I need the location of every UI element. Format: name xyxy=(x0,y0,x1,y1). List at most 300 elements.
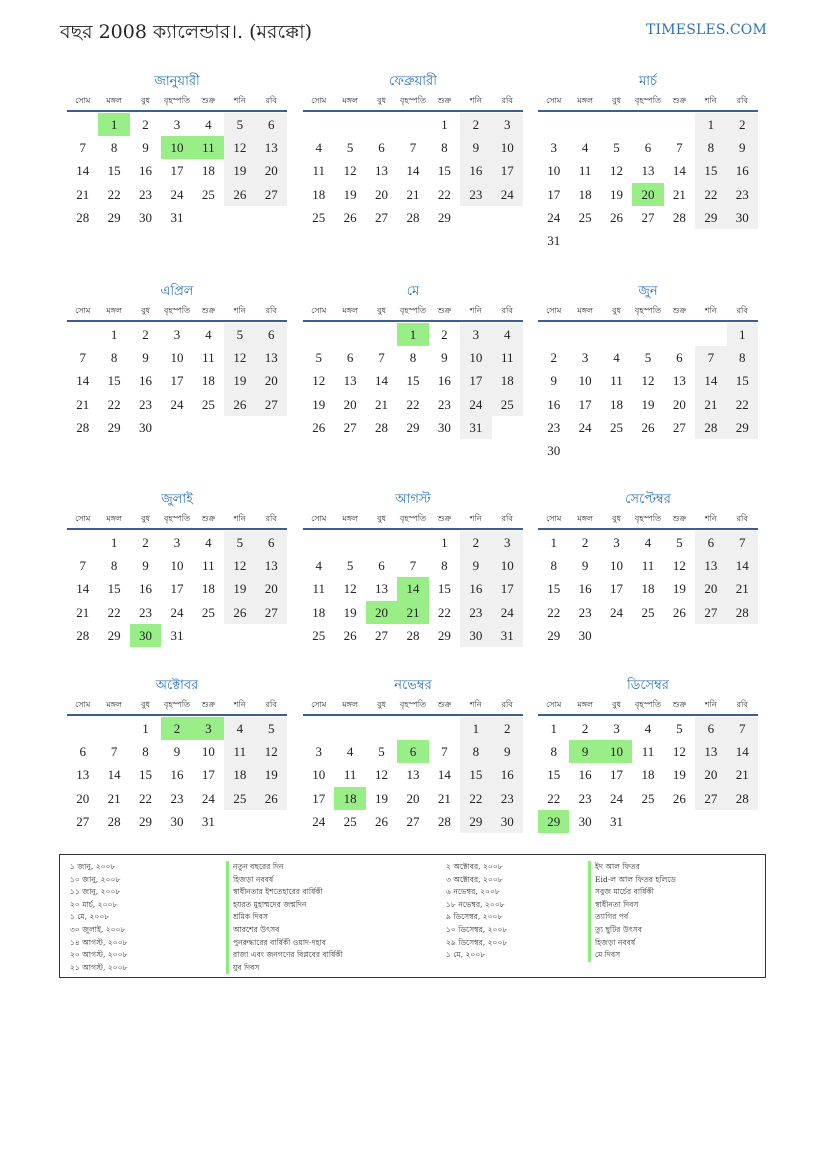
blank-cell xyxy=(664,624,695,647)
day-cell: 7 xyxy=(79,350,86,366)
day-cell: 19 xyxy=(224,369,255,392)
day-cell: 27 xyxy=(343,419,357,435)
holiday-cell: 14 xyxy=(397,577,428,600)
weekday-label: শুক্র xyxy=(201,514,216,523)
day-cell: 25 xyxy=(641,604,655,620)
day-cell: 3 xyxy=(173,535,181,550)
day-grid xyxy=(538,323,758,462)
weekday-label: মঙ্গল xyxy=(106,514,122,523)
blank-cell xyxy=(334,323,365,346)
day-cell: 27 xyxy=(695,601,726,624)
day-cell: 21 xyxy=(76,396,90,412)
day-cell: 29 xyxy=(437,627,451,643)
blank-cell xyxy=(569,439,600,462)
blank-cell xyxy=(695,810,726,833)
day-cell: 1 xyxy=(460,717,491,740)
day-cell: 28 xyxy=(727,787,758,810)
day-cell: 14 xyxy=(76,581,90,597)
day-cell: 14 xyxy=(727,554,758,577)
day-cell: 18 xyxy=(224,763,255,786)
month-name: আগস্ট xyxy=(395,492,431,507)
legend-names-left xyxy=(226,861,343,974)
day-cell: 24 xyxy=(201,790,215,806)
day-cell: 7 xyxy=(378,350,385,366)
day-cell: 4 xyxy=(346,744,354,760)
weekday-label: শুক্র xyxy=(672,96,687,105)
day-cell: 22 xyxy=(437,186,451,202)
day-grid xyxy=(538,531,758,647)
day-cell: 18 xyxy=(610,396,624,412)
day-cell: 21 xyxy=(437,790,451,806)
day-cell: 28 xyxy=(107,813,121,829)
day-cell: 9 xyxy=(550,373,557,389)
day-cell: 8 xyxy=(441,140,448,156)
day-cell: 11 xyxy=(343,767,357,783)
day-cell: 25 xyxy=(312,209,326,225)
legend-date: ২০ আগস্ট, ২০০৮ xyxy=(70,950,128,960)
day-cell: 15 xyxy=(107,373,121,389)
day-cell: 19 xyxy=(672,581,686,597)
day-cell: 14 xyxy=(727,740,758,763)
day-cell: 2 xyxy=(581,721,589,736)
holiday-cell: 10 xyxy=(601,740,632,763)
legend-dates-left xyxy=(70,861,128,974)
weekday-label: মঙ্গল xyxy=(577,700,593,709)
day-cell: 18 xyxy=(201,163,215,179)
blank-cell xyxy=(460,206,491,229)
month-name: ডিসেম্বর xyxy=(627,678,669,693)
day-cell: 22 xyxy=(139,790,153,806)
day-cell: 5 xyxy=(346,558,354,574)
month-block xyxy=(538,72,758,252)
day-cell: 3 xyxy=(173,117,181,132)
blank-cell xyxy=(224,416,255,439)
day-cell: 24 xyxy=(492,183,523,206)
day-cell: 13 xyxy=(375,163,389,179)
weekday-label: শুক্র xyxy=(201,306,216,315)
day-cell: 7 xyxy=(441,744,448,760)
legend-date: ২ অক্টোবর, ২০০৮ xyxy=(446,862,503,871)
day-cell: 31 xyxy=(170,627,184,643)
day-cell: 19 xyxy=(312,396,326,412)
day-cell: 27 xyxy=(375,209,389,225)
weekday-label: বৃহস্পতি xyxy=(634,96,662,105)
blank-cell xyxy=(538,113,569,136)
weekday-label: রবি xyxy=(501,514,513,523)
day-cell: 6 xyxy=(695,717,726,740)
day-cell: 1 xyxy=(727,323,758,346)
weekday-label: শনি xyxy=(704,700,717,709)
day-cell: 20 xyxy=(76,790,90,806)
weekday-label: শনি xyxy=(233,96,246,105)
day-cell: 18 xyxy=(641,767,655,783)
day-cell: 17 xyxy=(170,163,184,179)
legend-date: ২৯ ডিসেম্বর, ২০০৮ xyxy=(446,937,508,947)
day-cell: 30 xyxy=(727,206,758,229)
day-cell: 20 xyxy=(695,577,726,600)
day-cell: 30 xyxy=(139,209,153,225)
weekday-label: মঙ্গল xyxy=(577,306,593,315)
legend-date: ১১ জানু, ২০০৮ xyxy=(70,887,121,897)
day-cell: 24 xyxy=(460,393,491,416)
weekday-header xyxy=(67,92,287,112)
day-cell: 4 xyxy=(224,717,255,740)
day-grid xyxy=(67,323,287,439)
day-cell: 15 xyxy=(437,581,451,597)
day-cell: 7 xyxy=(727,531,758,554)
month-block xyxy=(67,490,287,647)
day-cell: 23 xyxy=(727,183,758,206)
day-cell: 11 xyxy=(578,163,592,179)
blank-cell xyxy=(397,113,428,136)
day-cell: 19 xyxy=(672,767,686,783)
day-cell: 21 xyxy=(76,604,90,620)
month-name: জানুয়ারী xyxy=(154,74,200,89)
day-cell: 22 xyxy=(547,790,561,806)
day-cell: 10 xyxy=(312,767,326,783)
weekday-header xyxy=(538,92,758,112)
day-cell: 28 xyxy=(76,419,90,435)
day-cell: 17 xyxy=(312,790,326,806)
day-cell: 17 xyxy=(201,767,215,783)
legend-date: ৬ নভেম্বর, ২০০৮ xyxy=(446,887,500,897)
day-cell: 22 xyxy=(107,604,121,620)
day-cell: 2 xyxy=(581,535,589,550)
day-cell: 9 xyxy=(142,140,149,156)
day-cell: 21 xyxy=(672,186,686,202)
day-cell: 3 xyxy=(581,350,589,366)
day-cell: 28 xyxy=(727,601,758,624)
day-cell: 27 xyxy=(375,627,389,643)
day-cell: 18 xyxy=(578,186,592,202)
day-cell: 2 xyxy=(550,350,557,366)
legend-holiday-name: হিজড়া নববর্ষ xyxy=(226,874,343,887)
blank-cell xyxy=(601,113,632,136)
calendar-title: বছর 2008 ক্যালেন্ডার।. (মরক্কো) xyxy=(60,21,313,43)
day-cell: 1 xyxy=(110,535,118,550)
day-cell: 24 xyxy=(610,604,624,620)
day-cell: 29 xyxy=(460,810,491,833)
day-cell: 3 xyxy=(550,140,557,156)
day-cell: 29 xyxy=(107,209,121,225)
weekday-label: সোম xyxy=(546,700,562,709)
blank-cell xyxy=(538,323,569,346)
blank-cell xyxy=(193,624,224,647)
day-cell: 5 xyxy=(224,323,255,346)
day-cell: 19 xyxy=(224,159,255,182)
day-cell: 20 xyxy=(672,396,686,412)
day-cell: 22 xyxy=(107,396,121,412)
blank-cell xyxy=(366,531,397,554)
day-cell: 25 xyxy=(578,209,592,225)
day-cell: 25 xyxy=(201,396,215,412)
day-cell: 25 xyxy=(201,604,215,620)
weekday-header xyxy=(67,510,287,530)
weekday-label: বৃহস্পতি xyxy=(163,514,191,523)
blank-cell xyxy=(366,717,397,740)
day-cell: 8 xyxy=(441,558,448,574)
brand-link[interactable]: TIMESLES.COM xyxy=(646,22,767,38)
day-cell: 13 xyxy=(695,740,726,763)
day-cell: 16 xyxy=(727,159,758,182)
blank-cell xyxy=(569,323,600,346)
day-cell: 10 xyxy=(170,558,184,574)
day-cell: 30 xyxy=(139,419,153,435)
day-cell: 17 xyxy=(170,581,184,597)
weekday-header xyxy=(67,302,287,322)
day-cell: 27 xyxy=(672,419,686,435)
day-cell: 7 xyxy=(409,140,417,156)
month-name: জুলাই xyxy=(161,492,193,507)
legend-holiday-name: হিজড়া নববর্ষ xyxy=(588,937,676,950)
legend-date: ২০ মার্চ, ২০০৮ xyxy=(70,899,118,909)
day-grid xyxy=(303,717,523,833)
weekday-header xyxy=(303,92,523,112)
day-cell: 31 xyxy=(492,624,523,647)
day-cell: 16 xyxy=(139,163,153,179)
holiday-cell: 29 xyxy=(538,810,569,833)
day-cell: 12 xyxy=(672,558,686,574)
day-cell: 5 xyxy=(644,350,652,366)
day-cell: 24 xyxy=(547,209,561,225)
blank-cell xyxy=(334,531,365,554)
month-name: সেপ্টেম্বর xyxy=(625,492,671,507)
day-cell: 4 xyxy=(644,721,652,736)
blank-cell xyxy=(366,323,397,346)
day-cell: 13 xyxy=(256,554,287,577)
day-cell: 16 xyxy=(492,763,523,786)
weekday-label: বুধ xyxy=(377,96,387,105)
day-cell: 3 xyxy=(613,535,620,550)
weekday-label: সোম xyxy=(546,306,562,315)
legend-date: ৩০ জুলাই, ২০০৮ xyxy=(70,924,126,934)
day-cell: 13 xyxy=(256,346,287,369)
day-cell: 8 xyxy=(550,558,557,574)
day-cell: 31 xyxy=(170,209,184,225)
day-cell: 22 xyxy=(727,393,758,416)
blank-cell xyxy=(601,624,632,647)
day-cell: 3 xyxy=(173,327,181,342)
blank-cell xyxy=(727,810,758,833)
legend-date: ১০ ডিসেম্বর, ২০০৮ xyxy=(446,924,508,934)
day-cell: 26 xyxy=(312,419,326,435)
day-cell: 11 xyxy=(202,558,215,574)
day-cell: 9 xyxy=(142,558,149,574)
blank-cell xyxy=(224,624,255,647)
weekday-label: বৃহস্পতি xyxy=(163,96,191,105)
legend-holiday-name: ইদ আল ফিতর xyxy=(588,861,676,874)
day-cell: 4 xyxy=(613,350,620,366)
blank-cell xyxy=(303,717,334,740)
day-cell: 12 xyxy=(256,740,287,763)
blank-cell xyxy=(664,323,695,346)
day-cell: 6 xyxy=(256,531,287,554)
blank-cell xyxy=(67,113,98,136)
day-cell: 1 xyxy=(441,117,448,132)
weekday-label: শনি xyxy=(233,306,246,315)
day-cell: 5 xyxy=(315,350,322,366)
blank-cell xyxy=(397,531,428,554)
blank-cell xyxy=(303,531,334,554)
day-cell: 16 xyxy=(139,581,153,597)
day-cell: 29 xyxy=(107,419,121,435)
blank-cell xyxy=(256,810,287,833)
day-cell: 26 xyxy=(641,419,655,435)
legend-date: ১ মে, ২০০৮ xyxy=(70,912,110,922)
day-cell: 9 xyxy=(173,744,181,760)
day-cell: 23 xyxy=(460,183,491,206)
holiday-cell: 20 xyxy=(366,601,397,624)
day-cell: 14 xyxy=(437,767,451,783)
day-cell: 23 xyxy=(437,396,451,412)
legend-holiday-name: আরশের উৎসব xyxy=(226,924,343,937)
day-cell: 6 xyxy=(378,140,385,156)
legend-holiday-name: স্বাধীনতার ইশতেহারের বার্ষিকী xyxy=(226,886,343,899)
legend-holiday-name: স্বাধীনতা দিবস xyxy=(588,899,676,912)
month-name: অক্টোবর xyxy=(155,678,199,693)
legend-holiday-name: হযরত মুহাম্মদের জন্মদিন xyxy=(226,899,343,912)
day-cell: 1 xyxy=(695,113,726,136)
day-cell: 25 xyxy=(224,787,255,810)
weekday-label: শনি xyxy=(704,514,717,523)
day-cell: 31 xyxy=(460,416,491,439)
day-cell: 18 xyxy=(641,581,655,597)
weekday-header xyxy=(538,302,758,322)
weekday-label: শুক্র xyxy=(672,306,687,315)
weekday-label: সোম xyxy=(75,514,91,523)
day-cell: 13 xyxy=(343,373,357,389)
day-cell: 8 xyxy=(550,744,557,760)
holiday-cell: 1 xyxy=(397,323,428,346)
weekday-label: বৃহস্পতি xyxy=(399,96,427,105)
day-cell: 26 xyxy=(224,183,255,206)
day-cell: 23 xyxy=(139,604,153,620)
day-cell: 18 xyxy=(201,581,215,597)
day-cell: 23 xyxy=(578,604,592,620)
day-cell: 27 xyxy=(406,813,420,829)
blank-cell xyxy=(632,323,663,346)
day-cell: 28 xyxy=(406,627,420,643)
blank-cell xyxy=(303,323,334,346)
weekday-label: রবি xyxy=(501,306,513,315)
day-cell: 27 xyxy=(76,813,90,829)
day-cell: 24 xyxy=(578,419,592,435)
blank-cell xyxy=(632,113,663,136)
day-cell: 6 xyxy=(256,323,287,346)
weekday-label: শুক্র xyxy=(437,306,452,315)
day-cell: 30 xyxy=(437,419,451,435)
day-cell: 30 xyxy=(492,810,523,833)
day-cell: 28 xyxy=(375,419,389,435)
blank-cell xyxy=(632,229,663,252)
legend-dates-right xyxy=(446,861,507,962)
day-cell: 12 xyxy=(641,373,655,389)
day-cell: 17 xyxy=(492,577,523,600)
day-cell: 26 xyxy=(343,627,357,643)
day-cell: 29 xyxy=(107,627,121,643)
day-cell: 2 xyxy=(727,113,758,136)
blank-cell xyxy=(98,717,129,740)
day-cell: 3 xyxy=(613,721,620,736)
day-cell: 12 xyxy=(610,163,624,179)
day-cell: 1 xyxy=(550,535,557,550)
day-cell: 19 xyxy=(343,186,357,202)
day-cell: 27 xyxy=(256,183,287,206)
day-cell: 17 xyxy=(492,159,523,182)
day-cell: 26 xyxy=(343,209,357,225)
day-cell: 5 xyxy=(676,535,683,550)
weekday-label: শনি xyxy=(704,306,717,315)
day-cell: 20 xyxy=(256,577,287,600)
day-cell: 7 xyxy=(676,140,683,156)
day-cell: 24 xyxy=(312,813,326,829)
day-cell: 5 xyxy=(613,140,620,156)
day-cell: 8 xyxy=(695,136,726,159)
day-cell: 4 xyxy=(644,535,652,550)
day-cell: 23 xyxy=(170,790,184,806)
weekday-label: বৃহস্পতি xyxy=(634,700,662,709)
day-cell: 26 xyxy=(224,601,255,624)
weekday-label: শনি xyxy=(469,96,482,105)
weekday-label: শনি xyxy=(469,514,482,523)
month-name: নভেম্বর xyxy=(394,678,432,693)
legend-holiday-name: শ্রমিক দিবস xyxy=(226,911,343,924)
weekday-label: রবি xyxy=(736,306,748,315)
day-cell: 24 xyxy=(170,186,184,202)
day-cell: 31 xyxy=(547,232,561,248)
weekday-label: রবি xyxy=(501,700,513,709)
blank-cell xyxy=(664,229,695,252)
blank-cell xyxy=(632,624,663,647)
legend-holiday-name: নতুন বছরের দিন xyxy=(226,861,343,874)
day-cell: 29 xyxy=(406,419,420,435)
day-cell: 8 xyxy=(727,346,758,369)
day-cell: 12 xyxy=(343,163,357,179)
weekday-label: শুক্র xyxy=(437,514,452,523)
day-cell: 25 xyxy=(201,186,215,202)
day-cell: 14 xyxy=(76,373,90,389)
day-cell: 20 xyxy=(406,790,420,806)
day-cell: 6 xyxy=(676,350,683,366)
month-name: এপ্রিল xyxy=(160,284,194,299)
day-cell: 10 xyxy=(547,163,561,179)
weekday-label: শুক্র xyxy=(201,96,216,105)
day-cell: 8 xyxy=(110,558,118,574)
day-cell: 20 xyxy=(256,159,287,182)
day-cell: 4 xyxy=(581,140,589,156)
weekday-label: রবি xyxy=(265,306,277,315)
weekday-label: সোম xyxy=(75,96,91,105)
weekday-label: বৃহস্পতি xyxy=(634,514,662,523)
day-cell: 1 xyxy=(550,721,557,736)
day-cell: 26 xyxy=(672,790,686,806)
day-cell: 29 xyxy=(695,206,726,229)
day-cell: 22 xyxy=(547,604,561,620)
day-cell: 16 xyxy=(460,159,491,182)
day-cell: 25 xyxy=(312,627,326,643)
day-cell: 7 xyxy=(409,558,417,574)
blank-cell xyxy=(695,323,726,346)
weekday-label: বুধ xyxy=(141,306,151,315)
day-cell: 3 xyxy=(315,744,322,760)
holiday-legend xyxy=(59,854,766,978)
day-cell: 18 xyxy=(312,186,326,202)
day-cell: 11 xyxy=(641,558,655,574)
blank-cell xyxy=(632,810,663,833)
weekday-label: শুক্র xyxy=(201,700,216,709)
weekday-label: রবি xyxy=(736,96,748,105)
day-cell: 17 xyxy=(610,581,624,597)
